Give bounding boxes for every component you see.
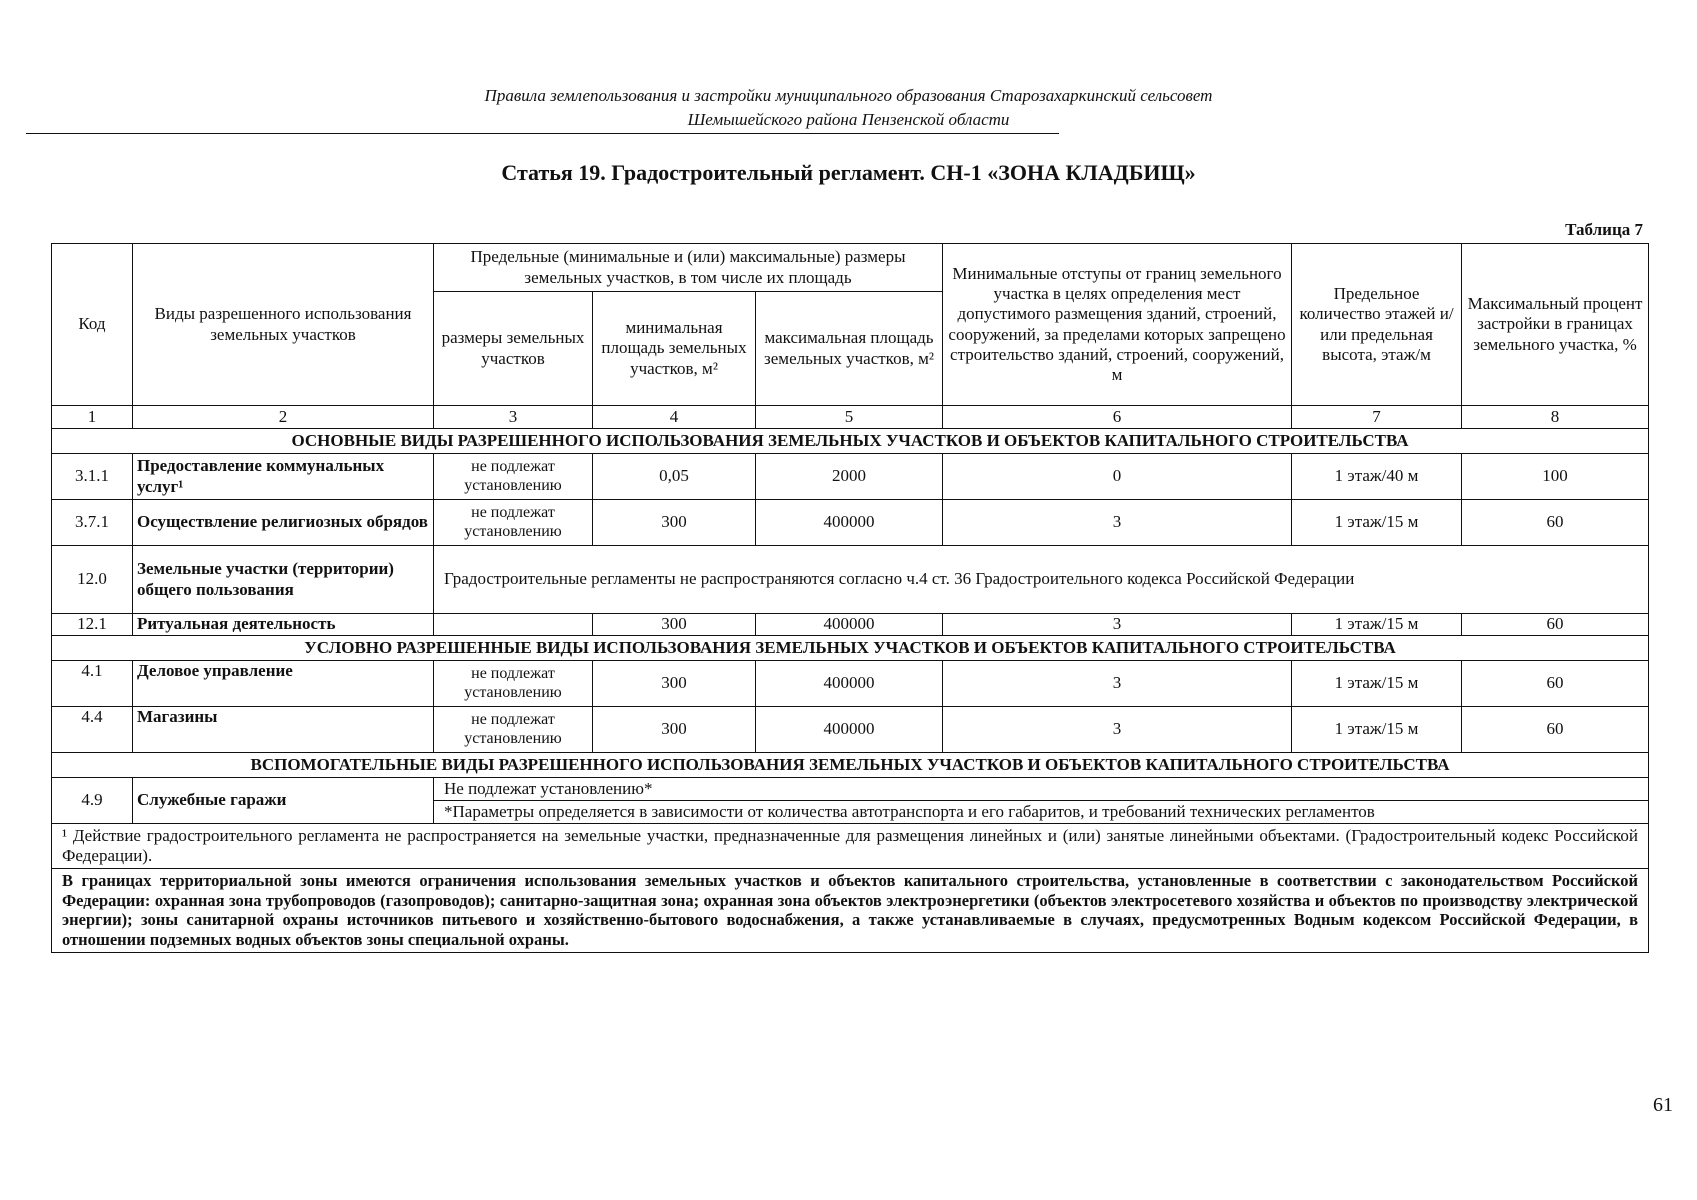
header-divider (26, 133, 1059, 134)
row-min-area: 300 (593, 500, 756, 546)
row-sizes: не подлежат установлению (434, 500, 593, 546)
table-row (52, 778, 1649, 801)
row-code: 4.1 (52, 661, 133, 707)
section-heading-conditional: УСЛОВНО РАЗРЕШЕННЫЕ ВИДЫ ИСПОЛЬЗОВАНИЯ ЗЕМЕЛЬНЫХ УЧАСТКОВ И ОБЪЕКТОВ КАПИТАЛЬНОГО СТРОИТЕЛЬСТВА (52, 636, 1649, 661)
header-max-area: максимальная площадь земельных участков, м² (756, 292, 943, 406)
row-code: 3.7.1 (52, 500, 133, 546)
row-sizes (434, 614, 593, 636)
col-number: 5 (756, 406, 943, 429)
row-coverage: 60 (1462, 707, 1649, 753)
row-max-area: 400000 (756, 500, 943, 546)
row-max-area: 400000 (756, 661, 943, 707)
section-heading-auxiliary: ВСПОМОГАТЕЛЬНЫЕ ВИДЫ РАЗРЕШЕННОГО ИСПОЛЬЗОВАНИЯ ЗЕМЕЛЬНЫХ УЧАСТКОВ И ОБЪЕКТОВ КАПИТАЛЬНОГО СТРОИТЕЛЬСТВА (52, 753, 1649, 778)
row-setback: 3 (943, 661, 1292, 707)
regulation-table (51, 243, 1649, 953)
col-number: 1 (52, 406, 133, 429)
row-min-area: 300 (593, 661, 756, 707)
article-title: Статья 19. Градостроительный регламент. СН-1 «ЗОНА КЛАДБИЩ» (501, 160, 1196, 185)
row-code: 4.4 (52, 707, 133, 753)
row-coverage: 60 (1462, 661, 1649, 707)
row-coverage: 60 (1462, 500, 1649, 546)
row-min-area: 300 (593, 614, 756, 636)
col-number: 4 (593, 406, 756, 429)
footnote: ¹ Действие градостроительного регламента не распространяется на земельные участки, предназначенные для размещения линейных и (или) занятые линейными объектами. (Градостроительный кодекс Российской Федерации). (52, 824, 1649, 869)
row-setback: 3 (943, 707, 1292, 753)
row-floors: 1 этаж/40 м (1292, 454, 1462, 500)
col-number: 3 (434, 406, 593, 429)
running-header-line1: Правила землепользования и застройки муниципального образования Старозахаркинский сельсовет (484, 86, 1213, 105)
table-row (52, 707, 1649, 753)
table-row (52, 546, 1649, 614)
header-floors: Предельное количество этажей и/или предельная высота, этаж/м (1292, 244, 1462, 406)
header-coverage: Максимальный процент застройки в границах земельного участка, % (1462, 244, 1649, 406)
table-row (52, 661, 1649, 707)
row-setback: 3 (943, 500, 1292, 546)
row-max-area: 400000 (756, 614, 943, 636)
row-code: 4.9 (52, 778, 133, 824)
header-setbacks: Минимальные отступы от границ земельного участка в целях определения мест допустимого размещения зданий, строений, сооружений, за пределами которых запрещено строительство зданий, строений, сооружений, м (943, 244, 1292, 406)
row-use-name: Магазины (133, 707, 434, 753)
row-parameters-note: *Параметры определяется в зависимости от количества автотранспорта и его габаритов, и требований технических регламентов (434, 801, 1649, 824)
row-sizes: не подлежат установлению (434, 661, 593, 707)
row-sizes: не подлежат установлению (434, 454, 593, 500)
table-row (52, 454, 1649, 500)
section-heading-main: ОСНОВНЫЕ ВИДЫ РАЗРЕШЕННОГО ИСПОЛЬЗОВАНИЯ ЗЕМЕЛЬНЫХ УЧАСТКОВ И ОБЪЕКТОВ КАПИТАЛЬНОГО СТРОИТЕЛЬСТВА (52, 429, 1649, 454)
header-min-area: минимальная площадь земельных участков, м² (593, 292, 756, 406)
row-floors: 1 этаж/15 м (1292, 707, 1462, 753)
col-number: 7 (1292, 406, 1462, 429)
col-number: 6 (943, 406, 1292, 429)
row-code: 12.1 (52, 614, 133, 636)
row-use-name: Служебные гаражи (133, 778, 434, 824)
header-sizes: размеры земельных участков (434, 292, 593, 406)
row-floors: 1 этаж/15 м (1292, 500, 1462, 546)
row-use-name: Земельные участки (территории) общего пользования (133, 546, 434, 614)
header-use-type: Виды разрешенного использования земельных участков (133, 244, 434, 406)
table-label: Таблица 7 (1565, 220, 1643, 239)
table-row (52, 500, 1649, 546)
row-setback: 3 (943, 614, 1292, 636)
running-header-line2: Шемышейского района Пензенской области (687, 110, 1010, 129)
row-floors: 1 этаж/15 м (1292, 614, 1462, 636)
row-min-area: 300 (593, 707, 756, 753)
col-number: 8 (1462, 406, 1649, 429)
row-max-area: 2000 (756, 454, 943, 500)
page-number: 61 (1653, 1094, 1673, 1116)
row-regulation-note: Градостроительные регламенты не распространяются согласно ч.4 ст. 36 Градостроительного кодекса Российской Федерации (434, 546, 1649, 614)
row-regulation-note: Не подлежат установлению* (434, 778, 1649, 801)
row-min-area: 0,05 (593, 454, 756, 500)
row-setback: 0 (943, 454, 1292, 500)
row-use-name: Предоставление коммунальных услуг¹ (133, 454, 434, 500)
row-floors: 1 этаж/15 м (1292, 661, 1462, 707)
header-limits-group: Предельные (минимальные и (или) максимальные) размеры земельных участков, в том числе их площадь (434, 244, 943, 292)
row-coverage: 60 (1462, 614, 1649, 636)
row-use-name: Деловое управление (133, 661, 434, 707)
col-number: 2 (133, 406, 434, 429)
row-coverage: 100 (1462, 454, 1649, 500)
header-code: Код (52, 244, 133, 406)
row-code: 3.1.1 (52, 454, 133, 500)
row-code: 12.0 (52, 546, 133, 614)
row-max-area: 400000 (756, 707, 943, 753)
restrictions-note: В границах территориальной зоны имеются ограничения использования земельных участков и объектов капитального строительства, установленные в соответствии с законодательством Российской Федерации: охранная зона трубопроводов (газопроводов); санитарно-защитная зона; охранная зона объектов электроэнергетики (объектов электросетевого хозяйства и объектов по производству электрической энергии); зоны санитарной охраны источников питьевого и хозяйственно-бытового водоснабжения, а также устанавливаемые в случаях, предусмотренных Водным кодексом Российской Федерации, в отношении подземных водных объектов зоны специальной охраны. (52, 869, 1649, 953)
row-use-name: Осуществление религиозных обрядов (133, 500, 434, 546)
row-sizes: не подлежат установлению (434, 707, 593, 753)
row-use-name: Ритуальная деятельность (133, 614, 434, 636)
table-row (52, 614, 1649, 636)
